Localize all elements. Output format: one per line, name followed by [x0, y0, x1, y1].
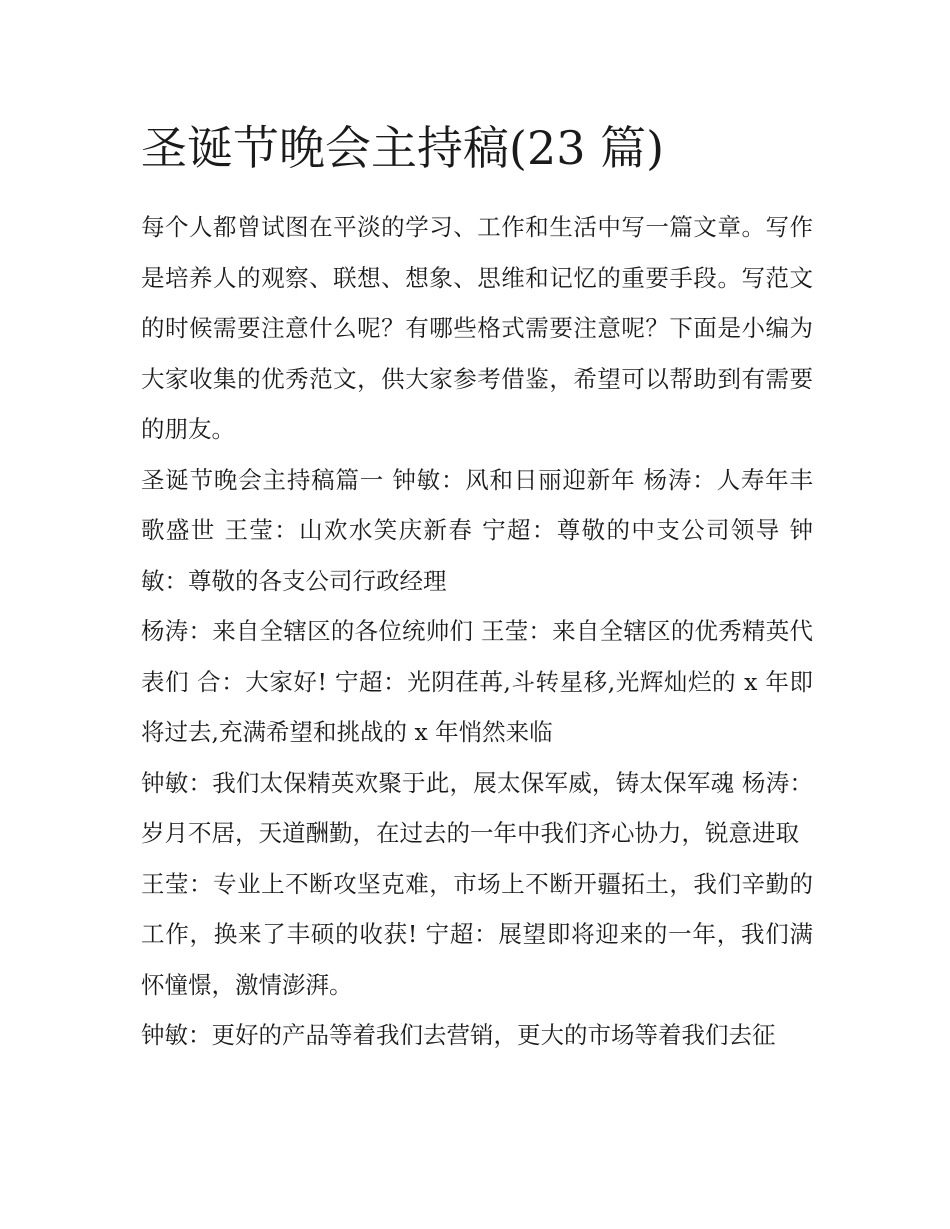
body-paragraph: 钟敏：我们太保精英欢聚于此，展太保军威，铸太保军魂 杨涛：岁月不居，天道酬勤，在过去的一年中我们齐心协力，锐意进取 [141, 768, 813, 847]
body-paragraph: 王莹：专业上不断攻坚克难，市场上不断开疆拓土，我们辛勤的工作，换来了丰硕的收获! 宁超：展望即将迎来的一年，我们满怀憧憬，激情澎湃。 [141, 869, 813, 999]
body-paragraph: 钟敏：更好的产品等着我们去营销，更大的市场等着我们去征 [141, 1021, 776, 1049]
body-paragraph: 圣诞节晚会主持稿篇一 钟敏：风和日丽迎新年 杨涛：人寿年丰歌盛世 王莹：山欢水笑庆新春 宁超：尊敬的中支公司领导 钟敏：尊敬的各支公司行政经理 [141, 465, 813, 595]
document-title: 圣诞节晚会主持稿(23 篇) [141, 121, 665, 175]
body-paragraph: 杨涛：来自全辖区的各位统帅们 王莹：来自全辖区的优秀精英代表们 合：大家好! 宁超：光阴荏苒,斗转星移,光辉灿烂的 x 年即将过去,充满希望和挑战的 x 年悄然来临 [141, 617, 813, 746]
document-body [141, 112, 813, 1061]
intro-paragraph: 每个人都曾试图在平淡的学习、工作和生活中写一篇文章。写作是培养人的观察、联想、想象、思维和记忆的重要手段。写范文的时候需要注意什么呢？有哪些格式需要注意呢？下面是小编为大家收集的优秀范文，供大家参考借鉴，希望可以帮助到有需要的朋友。 [141, 213, 813, 443]
